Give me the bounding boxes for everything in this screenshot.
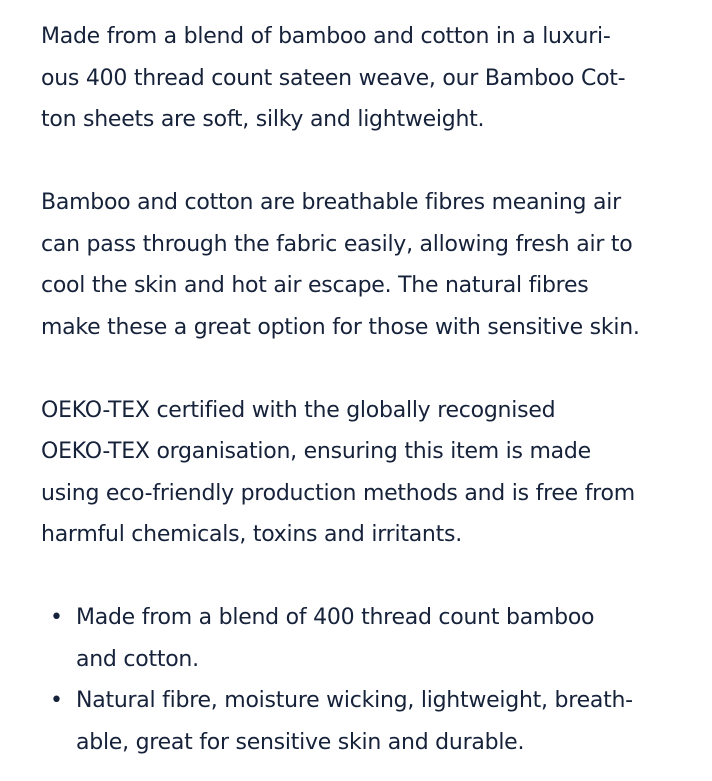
feature-list xyxy=(41,597,651,763)
text-line: ton sheets are soft, silky and lightweight. xyxy=(41,107,485,132)
text-line: Made from a blend of 400 thread count bamboo xyxy=(76,605,595,630)
text-line: Made from a blend of bamboo and cotton in a luxuri- xyxy=(41,24,611,49)
text-line: make these a great option for those with sensitive skin. xyxy=(41,314,640,340)
product-description xyxy=(41,16,651,763)
feature-list-item xyxy=(41,597,651,680)
bullet-icon: • xyxy=(50,605,63,630)
text-line: can pass through the fabric easily, allowing fresh air to xyxy=(41,231,633,257)
text-line: using eco-friendly production methods and is free from xyxy=(41,480,635,506)
text-line: Bamboo and cotton are breathable fibres meaning air xyxy=(41,190,621,215)
description-paragraph-breathability xyxy=(41,182,651,348)
feature-list-item xyxy=(41,680,651,763)
text-line: cool the skin and hot air escape. The natural fibres xyxy=(41,273,589,298)
description-paragraph-fabric xyxy=(41,16,651,141)
text-line: ous 400 thread count sateen weave, our Bamboo Cot- xyxy=(41,65,626,91)
text-line: OEKO-TEX organisation, ensuring this item is made xyxy=(41,439,591,464)
description-paragraph-certification xyxy=(41,390,651,556)
bullet-icon: • xyxy=(50,688,63,713)
text-line: and cotton. xyxy=(76,646,199,672)
text-line: harmful chemicals, toxins and irritants. xyxy=(41,522,462,547)
text-line: OEKO-TEX certified with the globally recognised xyxy=(41,397,556,423)
text-line: able, great for sensitive skin and durable. xyxy=(76,729,525,755)
text-line: Natural fibre, moisture wicking, lightweight, breath- xyxy=(76,688,633,713)
